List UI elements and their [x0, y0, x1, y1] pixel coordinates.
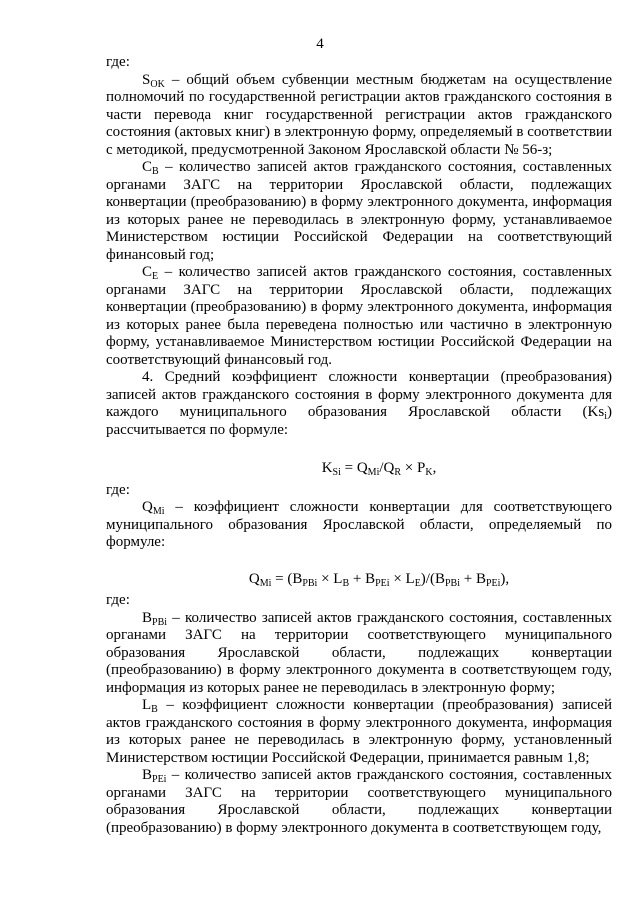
symbol: B [142, 767, 153, 783]
where-label: где: [106, 592, 130, 608]
symbol-subscript: i [604, 411, 607, 422]
symbol-subscript: B [152, 166, 159, 177]
formula-part: = Q [340, 460, 368, 476]
formula-subscript: B [342, 577, 350, 589]
formula-part: × P [401, 460, 426, 476]
formula-part: )/(B [420, 570, 445, 587]
definition-cb [106, 159, 612, 264]
formula-part: /Q [379, 460, 395, 476]
symbol: C [142, 159, 153, 175]
formula-part: K [321, 460, 333, 476]
formula-part: + B [459, 570, 486, 587]
symbol: C [142, 264, 153, 280]
definition-qmi [106, 499, 612, 552]
paragraph-text-end: ) рассчитывается по формуле: [106, 404, 612, 438]
where-label: где: [106, 481, 130, 498]
definition-lb [106, 697, 612, 767]
formula-part: Q [248, 570, 260, 587]
definition-text: – количество записей актов гражданского состояния, составленных органами ЗАГС на территории Ярославской области, подлежащих конвертации (преобразованию) в форму электронного документа, информация из которых ранее не переводилась в электронную форму, устанавливаемое Министерством юстиции Российской Федерации на соответствующий финансовый год; [106, 159, 612, 263]
definition-text: – коэффициент сложности конвертации для соответствующего муниципального образования Ярославской области, определяемый по формуле: [106, 499, 612, 550]
formula-subscript: K [425, 467, 433, 478]
formula-part: × L [389, 570, 415, 587]
definition-bpei [106, 767, 612, 837]
formula-subscript: PEi [485, 577, 501, 589]
symbol-subscript: PEi [152, 774, 167, 785]
formula-ksi [106, 460, 612, 478]
formula-part: ), [500, 570, 510, 587]
symbol-subscript: Mi [152, 506, 165, 517]
symbol: S [142, 71, 151, 88]
formula-part: + B [349, 570, 376, 587]
paragraph-4 [106, 369, 612, 439]
symbol-subscript: B [151, 704, 158, 715]
symbol: B [142, 609, 153, 626]
formula-subscript: R [394, 467, 402, 478]
formula-subscript: PBi [444, 577, 460, 589]
page-body [106, 54, 612, 837]
formula-subscript: PBi [302, 577, 318, 589]
symbol: Q [142, 499, 153, 515]
definition-text: – коэффициент сложности конвертации (преобразования) записей актов гражданского состояния в форму электронного документа, информация из которых ранее не переводилась в электронную форму, установленный Министерством юстиции Российской Федерации, принимается равным 1,8; [106, 697, 612, 766]
definition-text: – количество записей актов гражданского состояния, составленных органами ЗАГС на территории Ярославской области, подлежащих конвертации (преобразованию) в форму электронного документа, информация из которых ранее была переведена полностью или частично в электронную форму, устанавливаемое Министерством юстиции Российской Федерации на соответствующий финансовый год. [106, 264, 612, 368]
formula-subscript: Si [332, 467, 341, 478]
formula-subscript: PEi [375, 577, 390, 589]
symbol-subscript: E [152, 271, 159, 282]
formula-part: × L [317, 570, 343, 587]
definition-ce [106, 264, 612, 369]
definition-text: – количество записей актов гражданского состояния, составленных органами ЗАГС на территории соответствующего муниципального образования Ярославской области, подлежащих конвертации (преобразованию) в форму электронного документа в соответствующем году, информация из которых ранее не переводилась в электронную форму; [106, 609, 612, 696]
formula-subscript: Mi [367, 467, 380, 478]
symbol-subscript: OK [150, 78, 165, 90]
formula-part: = (B [271, 570, 303, 587]
paragraph-text: 4. Средний коэффициент сложности конвертации (преобразования) записей актов гражданского состояния в форму электронного документа для каждого муниципального образования Ярославской области (Ks [106, 369, 612, 420]
page-number: 4 [316, 36, 324, 52]
symbol-subscript: PBi [152, 616, 168, 628]
formula-part: , [432, 460, 437, 476]
symbol: L [142, 697, 152, 713]
definition-bpbi [106, 610, 612, 698]
formula-subscript: E [414, 577, 421, 589]
definition-text: – общий объем субвенции местным бюджетам на осуществление полномочий по государственной регистрации актов гражданского состояния в части перевода книг государственной регистрации актов гражданского состояния (актовых книг) в электронную форму, определяемый в соответствии с методикой, предусмотренной Законом Ярославской области № 56-з; [106, 71, 612, 158]
where-label: где: [106, 54, 130, 70]
definition-sok [106, 72, 612, 160]
definition-text: – количество записей актов гражданского состояния, составленных органами ЗАГС на территории соответствующего муниципального образования Ярославской области, подлежащих конвертации (преобразованию) в форму электронного документа в соответствующем году, [106, 767, 612, 836]
formula-subscript: Mi [259, 577, 272, 589]
formula-qmi [106, 571, 612, 589]
